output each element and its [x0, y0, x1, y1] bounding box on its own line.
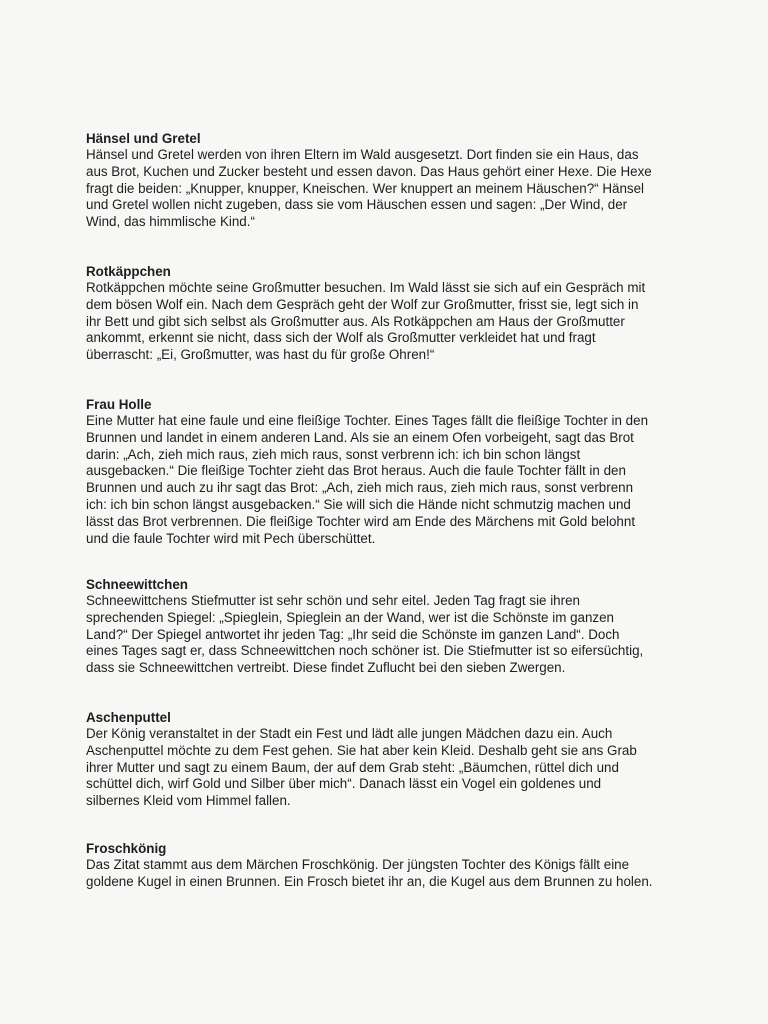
text-line: ankommt, erkennt sie nicht, dass sich der Wolf als Großmutter verkleidet hat und fragt: [86, 330, 596, 346]
section-rotkaeppchen: [86, 263, 698, 364]
text-line: Schneewittchens Stiefmutter ist sehr schön und sehr eitel. Jeden Tag fragt sie ihren: [86, 593, 580, 608]
text-line: eines Tages sagt er, dass Schneewittchen noch schöner ist. Die Stiefmutter ist so eifersüchtig,: [86, 643, 644, 659]
text-line: dem bösen Wolf ein. Nach dem Gespräch geht der Wolf zur Großmutter, frisst sie, legt sich in: [86, 296, 639, 312]
text-line: Land?“ Der Spiegel antwortet ihr jeden Tag: „Ihr seid die Schönste im ganzen Land“. Doch: [86, 626, 620, 642]
section-haensel-und-gretel: [86, 130, 698, 231]
text-line: und die faule Tochter wird mit Pech überschüttet.: [86, 530, 376, 546]
text-line: dass sie Schneewittchen vertreibt. Diese findet Zuflucht bei den sieben Zwergen.: [86, 660, 566, 676]
text-line: ihrer Mutter und sagt zu einem Baum, der auf dem Grab steht: „Bäumchen, rüttel dich und: [86, 759, 619, 775]
text-line: überrascht: „Ei, Großmutter, was hast du für große Ohren!“: [86, 347, 435, 363]
text-line: ihr Bett und gibt sich selbst als Großmutter aus. Als Rotkäppchen am Haus der Großmutter: [86, 313, 625, 329]
text-line: sprechenden Spiegel: „Spieglein, Spieglein an der Wand, wer ist die Schönste im ganzen: [86, 609, 615, 625]
text-line: silbernes Kleid vom Himmel fallen.: [86, 793, 291, 809]
section-title: Aschenputtel: [86, 710, 171, 725]
text-line: Brunnen und landet in einem anderen Land. Als sie an einem Ofen vorbeigeht, sagt das Brot: [86, 429, 634, 445]
text-line: Brunnen und auch zu ihr sagt das Brot: „Ach, zieh mich raus, zieh mich raus, sonst verbrenn: [86, 480, 634, 496]
text-line: Das Zitat stammt aus dem Märchen Froschkönig. Der jüngsten Tochter des Königs fällt eine: [86, 857, 630, 872]
section-title: Froschkönig: [86, 841, 167, 856]
section-frau-holle: [86, 396, 698, 547]
section-title: Frau Holle: [86, 397, 152, 412]
text-line: und Gretel wollen nicht zugeben, dass sie vom Häuschen essen und sagen: „Der Wind, der: [86, 197, 628, 213]
text-line: fragt die beiden: „Knupper, knupper, Kneischen. Wer knuppert an meinem Häuschen?“ Hänsel: [86, 180, 645, 196]
text-line: goldene Kugel in einen Brunnen. Ein Frosch bietet ihr an, die Kugel aus dem Brunnen zu holen.: [86, 873, 653, 889]
section-title: Hänsel und Gretel: [86, 131, 201, 146]
text-line: Aschenputtel möchte zu dem Fest gehen. Sie hat aber kein Kleid. Deshalb geht sie ans Grab: [86, 742, 637, 758]
text-line: ich: ich bin schon längst ausgebacken.“ Sie will sich die Hände nicht schmutzig machen und: [86, 496, 631, 512]
section-aschenputtel: [86, 709, 698, 810]
text-line: Rotkäppchen möchte seine Großmutter besuchen. Im Wald lässt sie sich auf ein Gespräch mit: [86, 280, 646, 295]
section-schneewittchen: [86, 576, 698, 677]
text-line: Hänsel und Gretel werden von ihren Eltern im Wald ausgesetzt. Dort finden sie ein Haus, das: [86, 147, 639, 162]
text-line: Wind, das himmlische Kind.“: [86, 214, 255, 230]
section-title: Schneewittchen: [86, 577, 188, 592]
text-line: Der König veranstaltet in der Stadt ein Fest und lädt alle jungen Mädchen dazu ein. Auch: [86, 726, 613, 741]
text-line: aus Brot, Kuchen und Zucker besteht und essen davon. Das Haus gehört einer Hexe. Die Hexe: [86, 163, 652, 179]
text-line: ausgebacken.“ Die fleißige Tochter zieht das Brot heraus. Auch die faule Tochter fällt in den: [86, 463, 626, 479]
text-line: darin: „Ach, zieh mich raus, zieh mich raus, sonst verbrenn ich: ich bin schon längst: [86, 446, 581, 462]
text-line: Eine Mutter hat eine faule und eine fleißige Tochter. Eines Tages fällt die fleißige Tochter in den: [86, 413, 649, 428]
text-line: lässt das Brot verbrennen. Die fleißige Tochter wird am Ende des Märchens mit Gold belohnt: [86, 513, 636, 529]
text-line: schüttel dich, wirf Gold und Silber über mich“. Danach lässt ein Vogel ein goldenes und: [86, 776, 602, 792]
section-froschkoenig: [86, 840, 698, 891]
section-title: Rotkäppchen: [86, 264, 171, 279]
